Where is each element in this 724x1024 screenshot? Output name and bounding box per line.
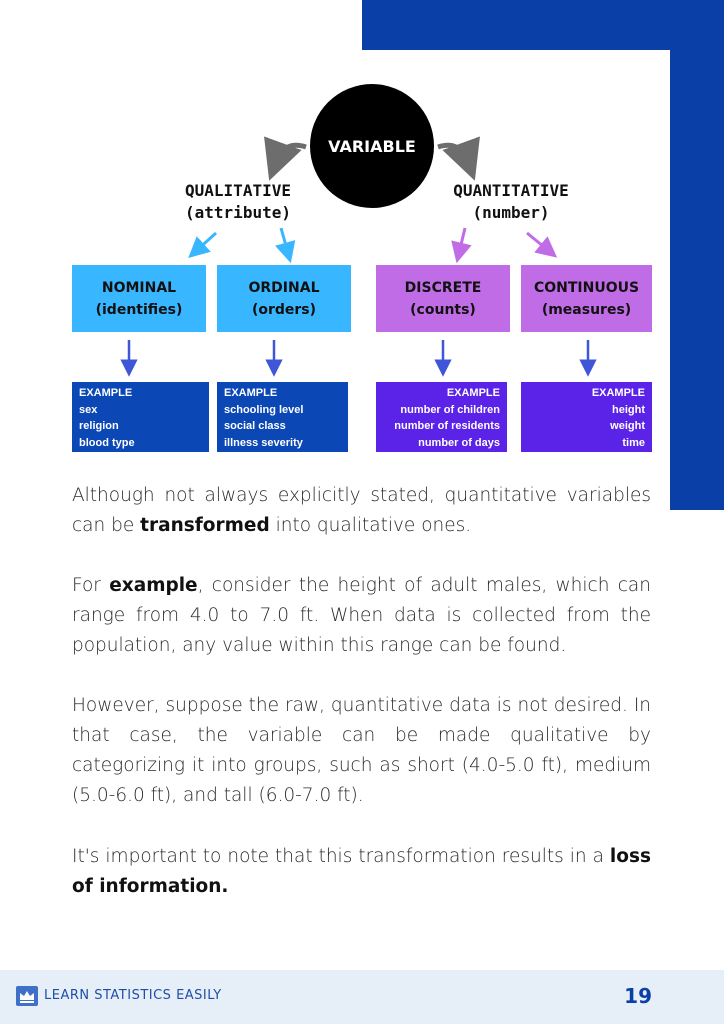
example-item: social class <box>224 420 286 432</box>
paragraph-however: However, suppose the raw, quantitative data is not desired. In that case, the variable can be made qualitative by categorizing it into groups, such as short (4.0-5.0 ft), medium (5.0-6.0 ft), and tall (6.0-7.0 ft). <box>72 695 651 806</box>
nominal-title: NOMINAL <box>101 279 177 296</box>
crown-icon <box>16 986 38 1006</box>
paragraph-text: For <box>72 575 110 596</box>
example-item: number of children <box>400 403 500 416</box>
quantitative-subtitle: (number) <box>472 203 550 222</box>
emphasis-example: example <box>109 575 198 596</box>
nominal-examples <box>72 382 209 452</box>
variable-label: VARIABLE <box>328 136 416 156</box>
example-item: sex <box>79 403 98 416</box>
ordinal-title: ORDINAL <box>248 279 320 296</box>
continuous-subtitle: (measures) <box>541 301 632 318</box>
qualitative-title: QUALITATIVE <box>185 181 291 200</box>
variable-node <box>310 84 434 208</box>
ordinal-box <box>217 265 351 332</box>
example-header: EXAMPLE <box>446 387 500 399</box>
continuous-examples <box>521 382 652 452</box>
discrete-title: DISCRETE <box>404 279 482 296</box>
arrow-to-continuous <box>527 233 549 251</box>
discrete-subtitle: (counts) <box>410 301 476 318</box>
ordinal-subtitle: (orders) <box>251 301 317 318</box>
example-item: time <box>622 436 645 449</box>
paragraph-example <box>72 571 651 661</box>
example-item: weight <box>610 420 645 432</box>
example-item: number of days <box>418 436 500 449</box>
example-header: EXAMPLE <box>79 387 133 399</box>
example-item: schooling level <box>224 403 304 416</box>
curved-arrow-left <box>276 145 306 162</box>
example-item: blood type <box>79 436 135 449</box>
ordinal-examples <box>217 382 348 452</box>
discrete-examples <box>376 382 507 452</box>
paragraph-text: , consider the height of adult males, which can range from 4.0 to 7.0 ft. When data is collected from the population, any value within this range can be found. <box>72 575 651 656</box>
continuous-title: CONTINUOUS <box>533 279 640 296</box>
qualitative-label <box>168 180 308 224</box>
paragraph-text: It's important to note that this transformation results in a <box>72 846 610 867</box>
emphasis-transformed: transformed <box>140 515 270 536</box>
nominal-box <box>72 265 206 332</box>
emphasis-loss-of-information: loss of information. <box>72 846 651 897</box>
arrow-to-discrete <box>459 228 465 253</box>
example-item: religion <box>79 420 119 432</box>
example-header: EXAMPLE <box>591 387 645 399</box>
continuous-box <box>521 265 652 332</box>
example-header: EXAMPLE <box>224 387 278 399</box>
arrow-to-nominal <box>196 233 216 251</box>
paragraph-transformed <box>72 481 651 541</box>
footer-brand: LEARN STATISTICS EASILY <box>44 988 222 1003</box>
curved-arrow-right <box>438 145 468 162</box>
example-item: number of residents <box>394 420 500 432</box>
qualitative-subtitle: (attribute) <box>185 203 291 222</box>
example-item: height <box>612 403 645 416</box>
arrow-to-ordinal <box>281 228 288 253</box>
example-item: illness severity <box>224 436 303 449</box>
quantitative-label <box>436 180 586 224</box>
page-number: 19 <box>624 984 652 1008</box>
paragraph-text: Although not always explicitly stated, quantitative variables can be <box>72 485 651 536</box>
discrete-box <box>376 265 510 332</box>
paragraph-loss <box>72 842 651 902</box>
paragraph-text: into qualitative ones. <box>269 515 472 536</box>
nominal-subtitle: (identifies) <box>95 301 183 318</box>
quantitative-title: QUANTITATIVE <box>453 181 569 200</box>
